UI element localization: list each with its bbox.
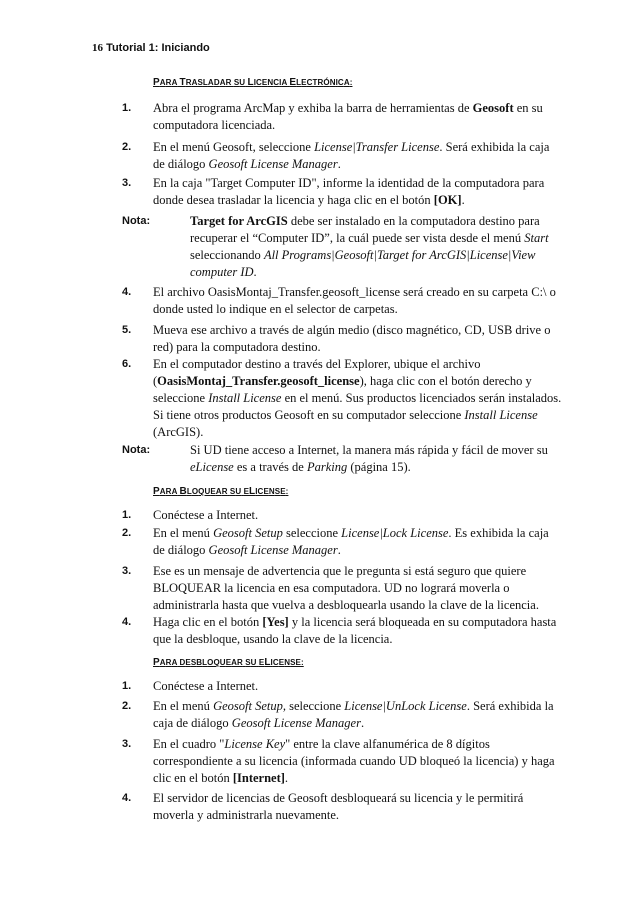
text-run: en su computadora licenciada. [153,101,543,132]
item-text [153,678,562,695]
item-text [153,322,562,356]
item-number: 1. [122,509,132,521]
emphasis-italic: Install License [208,391,282,405]
text-run: seleccione [282,526,342,540]
note-label: Nota: [122,444,151,456]
emphasis-italic: All Programs|Geosoft|Target for ArcGIS|License|View computer ID [190,248,536,279]
text-run: En la caja "Target Computer ID", informe la identidad de la computadora para donde desea trasladar la licencia y haga clic en el botón [153,176,545,207]
list-item [122,284,562,318]
text-run: . [284,771,289,785]
item-number: 4. [122,286,132,298]
text-run: en el menú. Sus productos licenciados serán instalados. Si tiene otros productos Geosoft en su computador seleccione [153,391,562,422]
text-run: En el menú [153,699,214,713]
list-item [122,698,562,732]
list-item [122,614,562,648]
item-text [153,356,562,441]
list-item [122,356,562,441]
note [122,213,562,281]
emphasis-italic: License Key [224,737,286,751]
text-run: . Es exhibida la caja de diálogo [153,526,549,557]
text-run: En el menú Geosoft, seleccione [153,140,315,154]
item-text [153,614,562,648]
text-run: . [253,265,257,279]
text-run: debe ser instalado en la computadora destino para recuperar el “Computer ID”, la cuál puede ser vista desde el menú [190,214,540,245]
emphasis-italic: Geosoft Setup [213,526,283,540]
note-label: Nota: [122,215,151,227]
text-run: Mueva ese archivo a través de algún medio (disco magnético, CD, USB drive o red) para la computadora destino. [153,323,551,354]
item-number: 1. [122,102,132,114]
emphasis-bold: OasisMontaj_Transfer.geosoft_license [157,374,360,388]
list-item [122,507,562,524]
chapter-title: Tutorial 1: Iniciando [106,42,210,54]
text-run: En el menú [153,526,214,540]
text-run: Haga clic en el botón [153,615,263,629]
text-run: El servidor de licencias de Geosoft desbloqueará su licencia y le permitirá moverla y administrarla nuevamente. [153,791,524,822]
text-run: " entre la clave alfanumérica de 8 dígitos correspondiente a su licencia (informada cuando UD bloqueó la licencia) y haga clic en el botón [153,737,555,785]
text-run: Conéctese a Internet. [153,679,259,693]
item-number: 2. [122,141,132,153]
item-text [153,698,562,732]
text-run: En el computador destino a través del Explorer, ubique el archivo ( [153,357,481,388]
item-text [153,175,562,209]
list-item [122,139,562,173]
text-run: . [337,543,341,557]
emphasis-bold: [OK] [433,193,462,207]
list-item [122,100,562,134]
page-number: 16 [92,42,103,54]
text-run: Si UD tiene acceso a Internet, la manera más rápida y fácil de mover su [190,443,548,457]
text-run: . [337,157,341,171]
list-item [122,525,562,559]
item-number: 2. [122,700,132,712]
text-run: ), haga clic con el botón derecho y seleccione [153,374,532,405]
list-item [122,790,562,824]
text-run: Abra el programa ArcMap y exhiba la barra de herramientas de [153,101,473,115]
item-number: 5. [122,324,132,336]
list-item [122,322,562,356]
section-title-desbloquear: PARA DESBLOQUEAR SU ELICENSE: [153,657,304,668]
text-run: y la licencia será bloqueada en su computadora hasta que la desbloque, usando la clave de la licencia. [153,615,557,646]
text-run: . Será exhibida la caja de diálogo [153,140,550,171]
item-text [153,525,562,559]
text-run: (ArcGIS). [153,425,204,439]
text-run: . Será exhibida la caja de diálogo [153,699,554,730]
emphasis-bold: [Internet] [232,771,285,785]
item-text [153,563,562,614]
text-run: seleccione [285,699,345,713]
note [122,442,562,476]
item-text [153,284,562,318]
item-number: 4. [122,792,132,804]
section-title-trasladar: PARA TRASLADAR SU LICENCIA ELECTRÓNICA: [153,77,353,88]
section-title-bloquear: PARA BLOQUEAR SU ELICENSE: [153,486,289,497]
item-number: 4. [122,616,132,628]
emphasis-bold: [Yes] [262,615,289,629]
emphasis-italic: Start [524,231,549,245]
item-text [153,100,562,134]
emphasis-italic: eLicense [190,460,234,474]
emphasis-italic: Geosoft License Manager [208,157,338,171]
list-item [122,678,562,695]
text-run: . [360,716,365,730]
item-text [153,507,562,524]
list-item [122,563,562,614]
note-text [190,442,562,476]
text-run: El archivo OasisMontaj_Transfer.geosoft_license será creado en su carpeta C:\ o donde usted lo indique en el selector de carpetas. [153,285,556,316]
text-run: (página 15). [347,460,411,474]
text-run: Conéctese a Internet. [153,508,259,522]
item-text [153,139,562,173]
item-number: 1. [122,680,132,692]
emphasis-italic: License|Lock License [341,526,449,540]
text-run: seleccionando [190,248,264,262]
emphasis-italic: License|Transfer License [314,140,440,154]
note-text [190,213,562,281]
emphasis-italic: Parking [306,460,348,474]
item-text [153,736,562,787]
list-item [122,736,562,787]
text-run: En el cuadro " [153,737,225,751]
item-number: 6. [122,358,132,370]
emphasis-italic: Geosoft Setup, [213,699,286,713]
text-run: es a través de [233,460,307,474]
emphasis-italic: Geosoft License Manager [208,543,338,557]
item-number: 3. [122,738,132,750]
emphasis-italic: License|UnLock License [344,699,467,713]
emphasis-italic: Install License [464,408,538,422]
item-number: 3. [122,177,132,189]
emphasis-bold: Target for ArcGIS [190,214,288,228]
item-number: 2. [122,527,132,539]
text-run: . [461,193,465,207]
item-number: 3. [122,565,132,577]
page-header [92,42,210,54]
emphasis-bold: Geosoft [472,101,514,115]
item-text [153,790,562,824]
emphasis-italic: Geosoft License Manager [231,716,361,730]
text-run: Ese es un mensaje de advertencia que le pregunta si está seguro que quiere BLOQUEAR la licencia en esa computadora. UD no logrará moverla o administrarla hasta que vuelva a desbloquearla usando la clave de la licencia. [153,564,539,612]
list-item [122,175,562,209]
